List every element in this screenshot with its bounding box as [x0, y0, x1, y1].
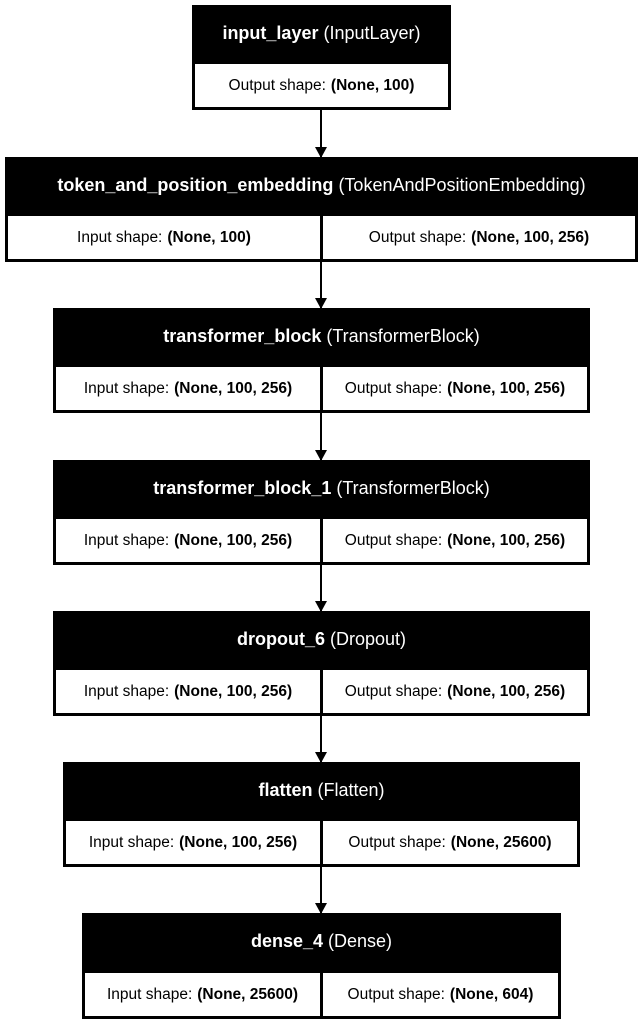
input-shape-label: Input shape: [106, 985, 193, 1003]
layer-node-token-and-position-embedding [5, 157, 638, 262]
output-shape-value: (None, 100, 256) [471, 228, 590, 246]
output-shape-cell [323, 973, 558, 1016]
input-shape-label: Input shape: [83, 682, 170, 700]
layer-name: flatten [258, 780, 313, 800]
input-shape-cell [66, 821, 320, 864]
output-shape-value: (None, 100) [330, 76, 415, 94]
output-shape-label: Output shape: [228, 76, 326, 94]
layer-type: (Dense) [328, 931, 393, 951]
output-shape-value: (None, 100, 256) [447, 682, 566, 700]
layer-node-transformer-block-1 [53, 460, 590, 565]
shape-row [66, 821, 577, 864]
shape-row [8, 216, 635, 259]
edge-arrow [320, 413, 322, 460]
layer-node-transformer-block [53, 308, 590, 413]
output-shape-cell [323, 670, 587, 713]
input-shape-cell [56, 367, 320, 410]
layer-title [63, 762, 580, 818]
layer-name: input_layer [222, 23, 319, 43]
edge-arrow [320, 110, 322, 157]
input-shape-value: (None, 25600) [197, 985, 299, 1003]
output-shape-cell [323, 821, 577, 864]
layer-title [5, 157, 638, 213]
input-shape-value: (None, 100, 256) [174, 379, 293, 397]
shape-row [56, 670, 587, 713]
layer-name: transformer_block [163, 326, 322, 346]
output-shape-cell [323, 216, 635, 259]
input-shape-value: (None, 100, 256) [174, 682, 293, 700]
output-shape-value: (None, 100, 256) [447, 531, 566, 549]
output-shape-label: Output shape: [344, 682, 443, 700]
layer-node-flatten [63, 762, 580, 867]
shape-row [56, 367, 587, 410]
layer-title [53, 308, 590, 364]
edge-arrow [320, 716, 322, 762]
input-shape-value: (None, 100) [167, 228, 251, 246]
output-shape-value: (None, 25600) [450, 833, 552, 851]
layer-type: (InputLayer) [323, 23, 421, 43]
input-shape-value: (None, 100, 256) [179, 833, 298, 851]
output-shape-value: (None, 100, 256) [447, 379, 566, 397]
layer-node-input-layer [192, 5, 451, 110]
layer-type: (Flatten) [317, 780, 385, 800]
output-shape-value: (None, 604) [449, 985, 534, 1003]
output-shape-label: Output shape: [347, 985, 445, 1003]
shape-row [85, 973, 558, 1016]
layer-type: (TokenAndPositionEmbedding) [338, 175, 586, 195]
input-shape-cell [56, 670, 320, 713]
output-shape-cell [195, 64, 448, 107]
layer-title [192, 5, 451, 61]
layer-title [53, 611, 590, 667]
layer-name: token_and_position_embedding [57, 175, 334, 195]
layer-node-dropout-6 [53, 611, 590, 716]
output-shape-label: Output shape: [348, 833, 446, 851]
layer-title [53, 460, 590, 516]
layer-title [82, 913, 561, 969]
input-shape-label: Input shape: [77, 228, 163, 246]
input-shape-cell [8, 216, 320, 259]
output-shape-label: Output shape: [368, 228, 467, 246]
input-shape-label: Input shape: [83, 531, 170, 549]
output-shape-cell [323, 519, 587, 562]
edge-arrow [320, 867, 322, 913]
output-shape-label: Output shape: [344, 379, 443, 397]
input-shape-value: (None, 100, 256) [174, 531, 293, 549]
layer-type: (TransformerBlock) [336, 478, 490, 498]
input-shape-label: Input shape: [88, 833, 175, 851]
output-shape-cell [323, 367, 587, 410]
shape-row [195, 64, 448, 107]
layer-name: dropout_6 [236, 629, 325, 649]
edge-arrow [320, 565, 322, 611]
input-shape-label: Input shape: [83, 379, 170, 397]
input-shape-cell [56, 519, 320, 562]
edge-arrow [320, 262, 322, 308]
layer-type: (Dropout) [329, 629, 407, 649]
shape-row [56, 519, 587, 562]
layer-name: dense_4 [250, 931, 323, 951]
layer-node-dense-4 [82, 913, 561, 1019]
layer-name: transformer_block_1 [153, 478, 332, 498]
input-shape-cell [85, 973, 320, 1016]
output-shape-label: Output shape: [344, 531, 443, 549]
layer-type: (TransformerBlock) [326, 326, 480, 346]
